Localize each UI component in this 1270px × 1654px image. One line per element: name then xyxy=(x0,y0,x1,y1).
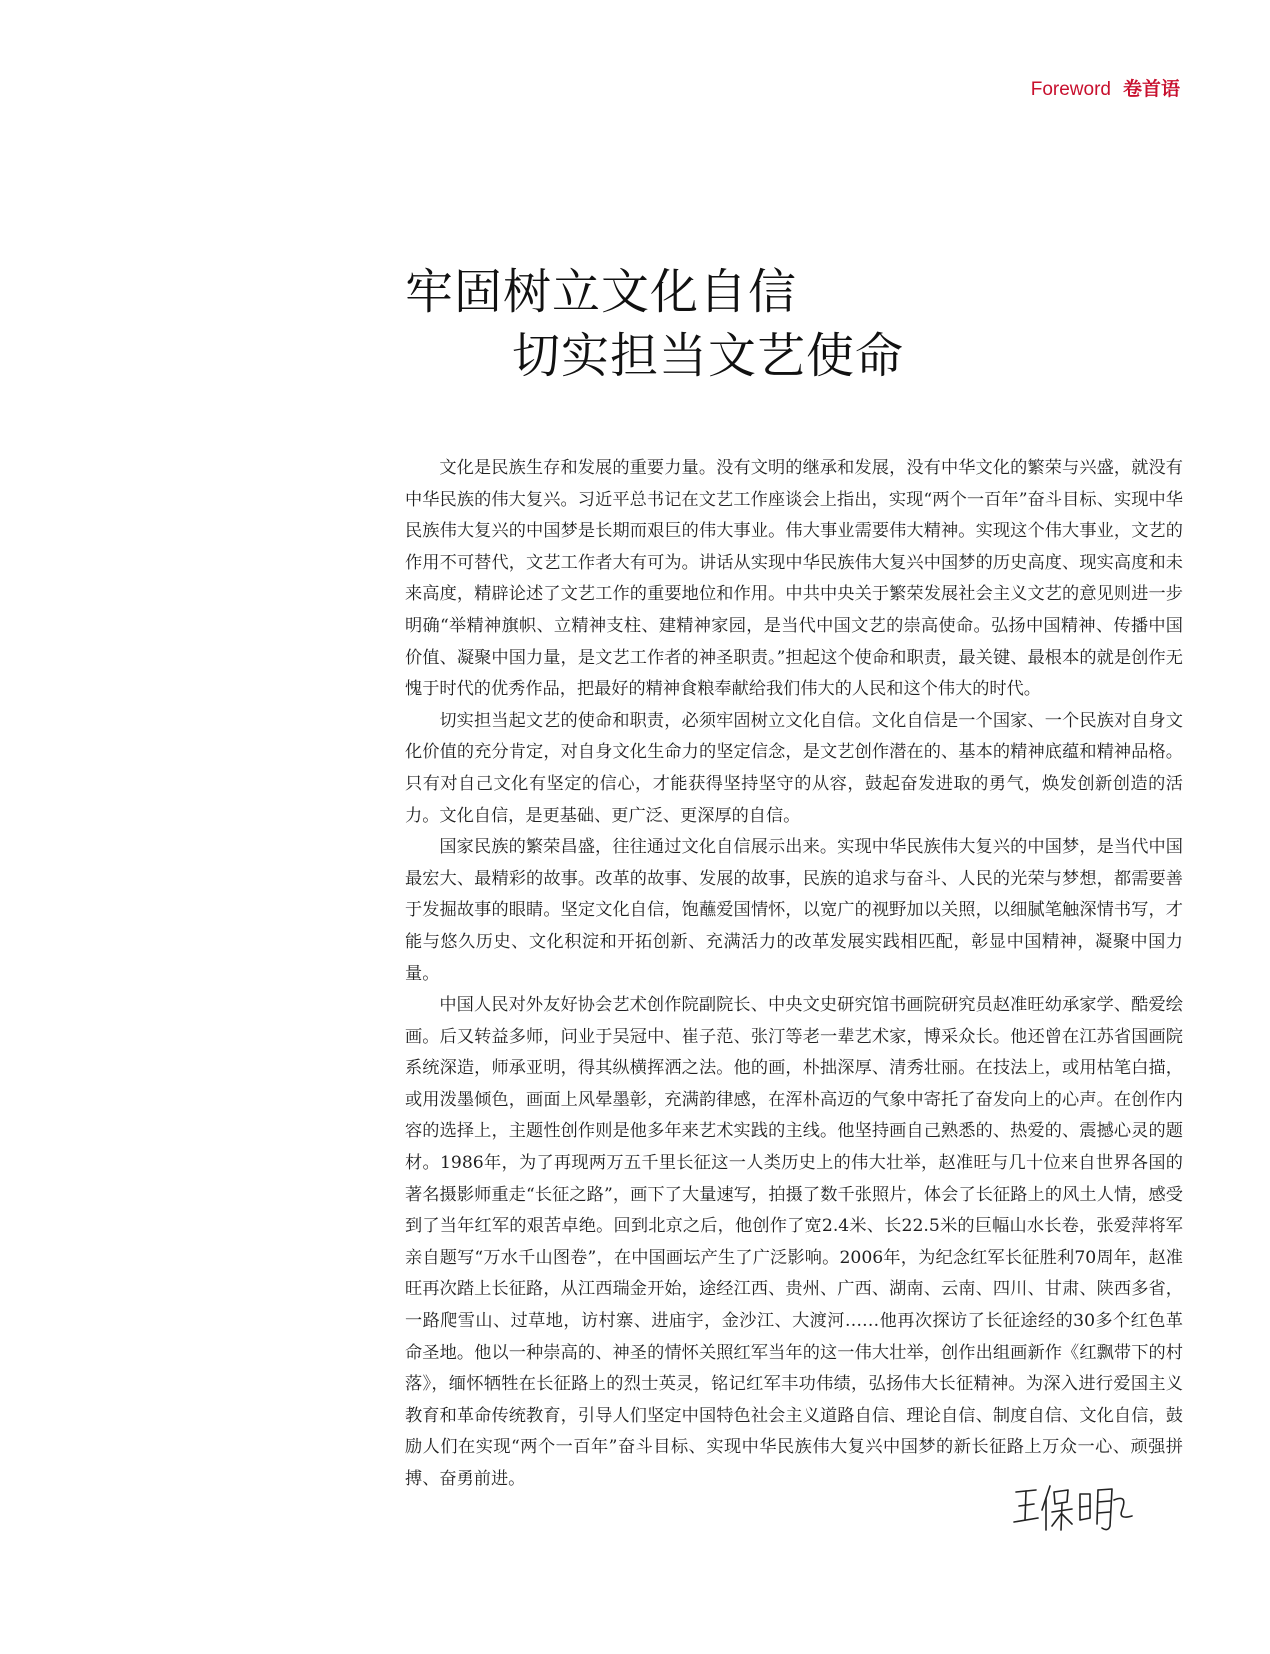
title-line-1: 牢固树立文化自信 xyxy=(405,264,798,320)
paragraph-1: 文化是民族生存和发展的重要力量。没有文明的继承和发展，没有中华文化的繁荣与兴盛，就没有中华民族的伟大复兴。习近平总书记在文艺工作座谈会上指出，实现“两个一百年”奋斗目标、实现中华民族伟大复兴的中国梦是长期而艰巨的伟大事业。伟大事业需要伟大精神。实现这个伟大事业，文艺的作用不可替代，文艺工作者大有可为。讲话从实现中华民族伟大复兴中国梦的历史高度、现实高度和未来高度，精辟论述了文艺工作的重要地位和作用。中共中央关于繁荣发展社会主义文艺的意见则进一步明确“举精神旗帜、立精神支柱、建精神家园，是当代中国文艺的崇高使命。弘扬中国精神、传播中国价值、凝聚中国力量，是文艺工作者的神圣职责。”担起这个使命和职责，最关键、最根本的就是创作无愧于时代的优秀作品，把最好的精神食粮奉献给我们伟大的人民和这个伟大的时代。 xyxy=(405,458,1183,700)
title-line-2: 切实担当文艺使命 xyxy=(512,328,905,384)
article-title xyxy=(405,260,1205,388)
header-english-label: Foreword xyxy=(1030,79,1111,100)
paragraph-3: 国家民族的繁荣昌盛，往往通过文化自信展示出来。实现中华民族伟大复兴的中国梦，是当代中国最宏大、最精彩的故事。改革的故事、发展的故事，民族的追求与奋斗、人民的光荣与梦想，都需要善于发掘故事的眼睛。坚定文化自信，饱蘸爱国情怀，以宽广的视野加以关照，以细腻笔触深情书写，才能与悠久历史、文化积淀和开拓创新、充满活力的改革发展实践相匹配，彰显中国精神，凝聚中国力量。 xyxy=(405,837,1183,984)
article-body xyxy=(405,453,1183,1496)
paragraph-4: 中国人民对外友好协会艺术创作院副院长、中央文史研究馆书画院研究员赵准旺幼承家学、酷爱绘画。后又转益多师，问业于吴冠中、崔子范、张汀等老一辈艺术家，博采众长。他还曾在江苏省国画院系统深造，师承亚明，得其纵横挥洒之法。他的画，朴拙深厚、清秀壮丽。在技法上，或用枯笔白描，或用泼墨倾色，画面上风晕墨彰，充满韵律感，在浑朴高迈的气象中寄托了奋发向上的心声。在创作内容的选择上，主题性创作则是他多年来艺术实践的主线。他坚持画自己熟悉的、热爱的、震撼心灵的题材。1986年，为了再现两万五千里长征这一人类历史上的伟大壮举，赵准旺与几十位来自世界各国的著名摄影师重走“长征之路”，画下了大量速写，拍摄了数千张照片，体会了长征路上的风土人情，感受到了当年红军的艰苦卓绝。回到北京之后，他创作了宽2.4米、长22.5米的巨幅山水长卷，张爱萍将军亲自题写“万水千山图卷”，在中国画坛产生了广泛影响。2006年，为纪念红军长征胜利70周年，赵准旺再次踏上长征路，从江西瑞金开始，途经江西、贵州、广西、湖南、云南、四川、甘肃、陕西多省，一路爬雪山、过草地，访村寨、进庙宇，金沙江、大渡河……他再次探访了长征途经的30多个红色革命圣地。他以一种崇高的、神圣的情怀关照红军当年的这一伟大壮举，创作出组画新作《红飘带下的村落》，缅怀牺牲在长征路上的烈士英灵，铭记红军丰功伟绩，弘扬伟大长征精神。为深入进行爱国主义教育和革命传统教育，引导人们坚定中国特色社会主义道路自信、理论自信、制度自信、文化自信，鼓励人们在实现“两个一百年”奋斗目标、实现中华民族伟大复兴中国梦的新长征路上万众一心、顽强拼搏、奋勇前进。 xyxy=(405,995,1183,1489)
header-chinese-label: 卷首语 xyxy=(1122,79,1180,100)
paragraph-2: 切实担当起文艺的使命和职责，必须牢固树立文化自信。文化自信是一个国家、一个民族对自身文化价值的充分肯定，对自身文化生命力的坚定信念，是文艺创作潜在的、基本的精神底蕴和精神品格。只有对自己文化有坚定的信心，才能获得坚持坚守的从容，鼓起奋发进取的勇气，焕发创新创造的活力。文化自信，是更基础、更广泛、更深厚的自信。 xyxy=(405,710,1183,826)
section-header xyxy=(1031,74,1180,101)
handwritten-signature xyxy=(1010,1480,1140,1540)
